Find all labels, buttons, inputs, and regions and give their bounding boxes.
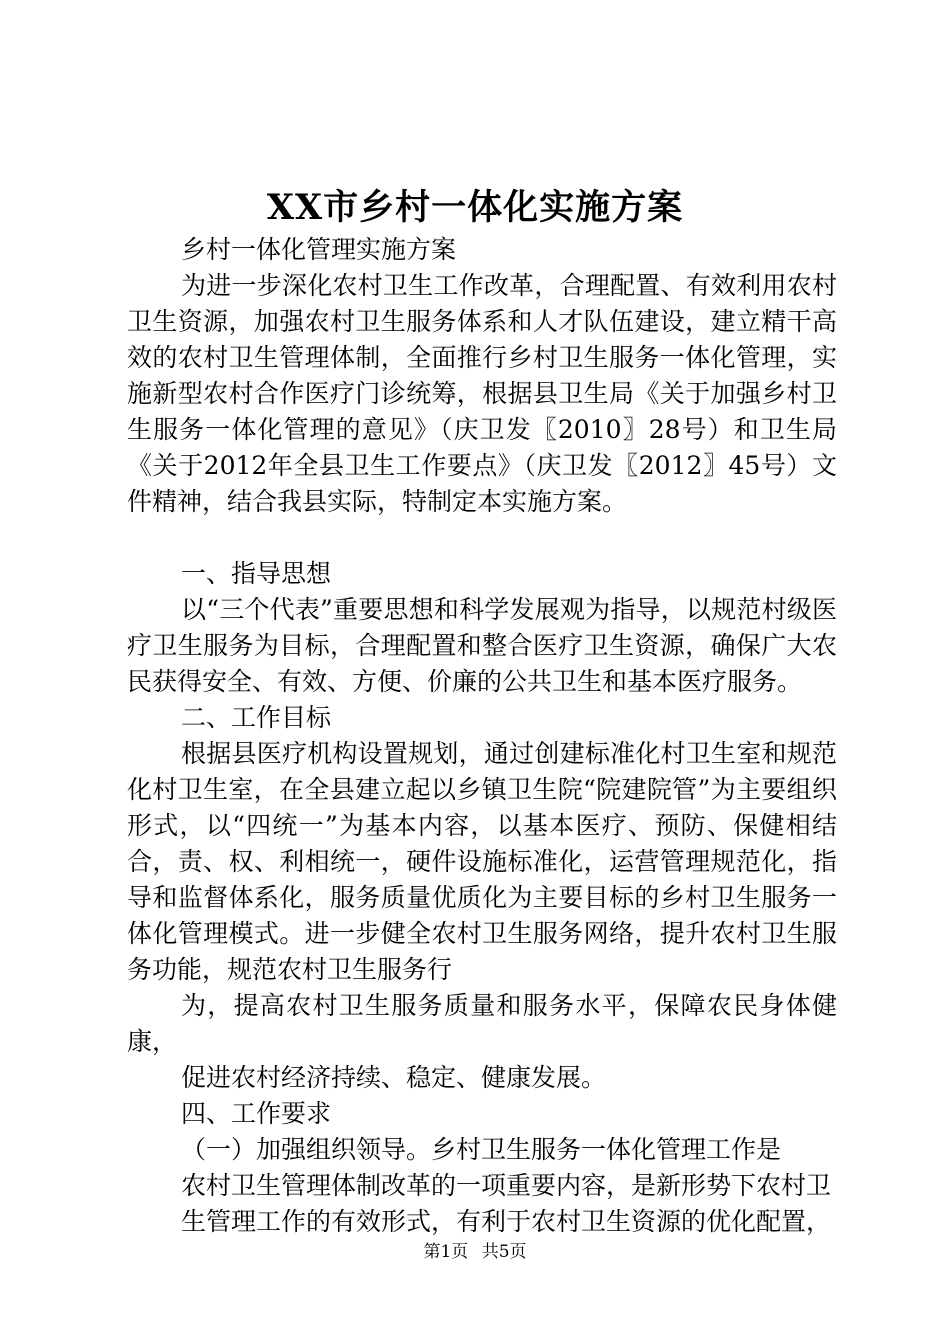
page-footer <box>0 1240 950 1264</box>
document-body <box>127 232 837 1240</box>
page-total: 共5页 <box>481 1242 527 1262</box>
paragraph-intro: 为进一步深化农村卫生工作改革，合理配置、有效利用农村卫生资源，加强农村卫生服务体系和人才队伍建设，建立精干高效的农村卫生管理体制，全面推行乡村卫生服务一体化管理，实施新型农村合作医疗门诊统筹，根据县卫生局《关于加强乡村卫生服务一体化管理的意见》（庆卫发〖2010〗28号）和卫生局《关于2012年全县卫生工作要点》（庆卫发〖2012〗45号）文件精神，结合我县实际，特制定本实施方案。 <box>127 271 837 516</box>
heading-guiding-ideology: 一、指导思想 <box>181 559 332 588</box>
paragraph-requirement-1: （一）加强组织领导。乡村卫生服务一体化管理工作是 <box>181 1135 782 1164</box>
paragraph-work-goals: 根据县医疗机构设置规划，通过创建标准化村卫生室和规范化村卫生室，在全县建立起以乡镇卫生院“院建院管”为主要组织形式，以“四统一”为基本内容，以基本医疗、预防、保健相结合，责、权、利相统一，硬件设施标准化，运营管理规范化，指导和监督体系化，服务质量优质化为主要目标的乡村卫生服务一体化管理模式。进一步健全农村卫生服务网络，提升农村卫生服务功能，规范农村卫生服务行 <box>127 739 837 984</box>
heading-work-goals: 二、工作目标 <box>181 703 332 732</box>
document-title: XX市乡村一体化实施方案 <box>266 187 684 228</box>
paragraph-subtitle: 乡村一体化管理实施方案 <box>181 235 457 264</box>
paragraph-requirement-1-cont-2: 生管理工作的有效形式，有利于农村卫生资源的优化配置， <box>181 1207 832 1236</box>
paragraph-guiding-ideology: 以“三个代表”重要思想和科学发展观为指导，以规范村级医疗卫生服务为目标，合理配置和整合医疗卫生资源，确保广大农民获得安全、有效、方便、价廉的公共卫生和基本医疗服务。 <box>127 595 837 696</box>
heading-work-requirements: 四、工作要求 <box>181 1099 332 1128</box>
paragraph-work-goals-cont-1: 为，提高农村卫生服务质量和服务水平，保障农民身体健康， <box>127 991 837 1056</box>
page-number: 第1页 <box>423 1242 469 1262</box>
paragraph-requirement-1-cont-1: 农村卫生管理体制改革的一项重要内容，是新形势下农村卫 <box>181 1171 832 1200</box>
paragraph-work-goals-cont-2: 促进农村经济持续、稳定、健康发展。 <box>181 1063 607 1092</box>
